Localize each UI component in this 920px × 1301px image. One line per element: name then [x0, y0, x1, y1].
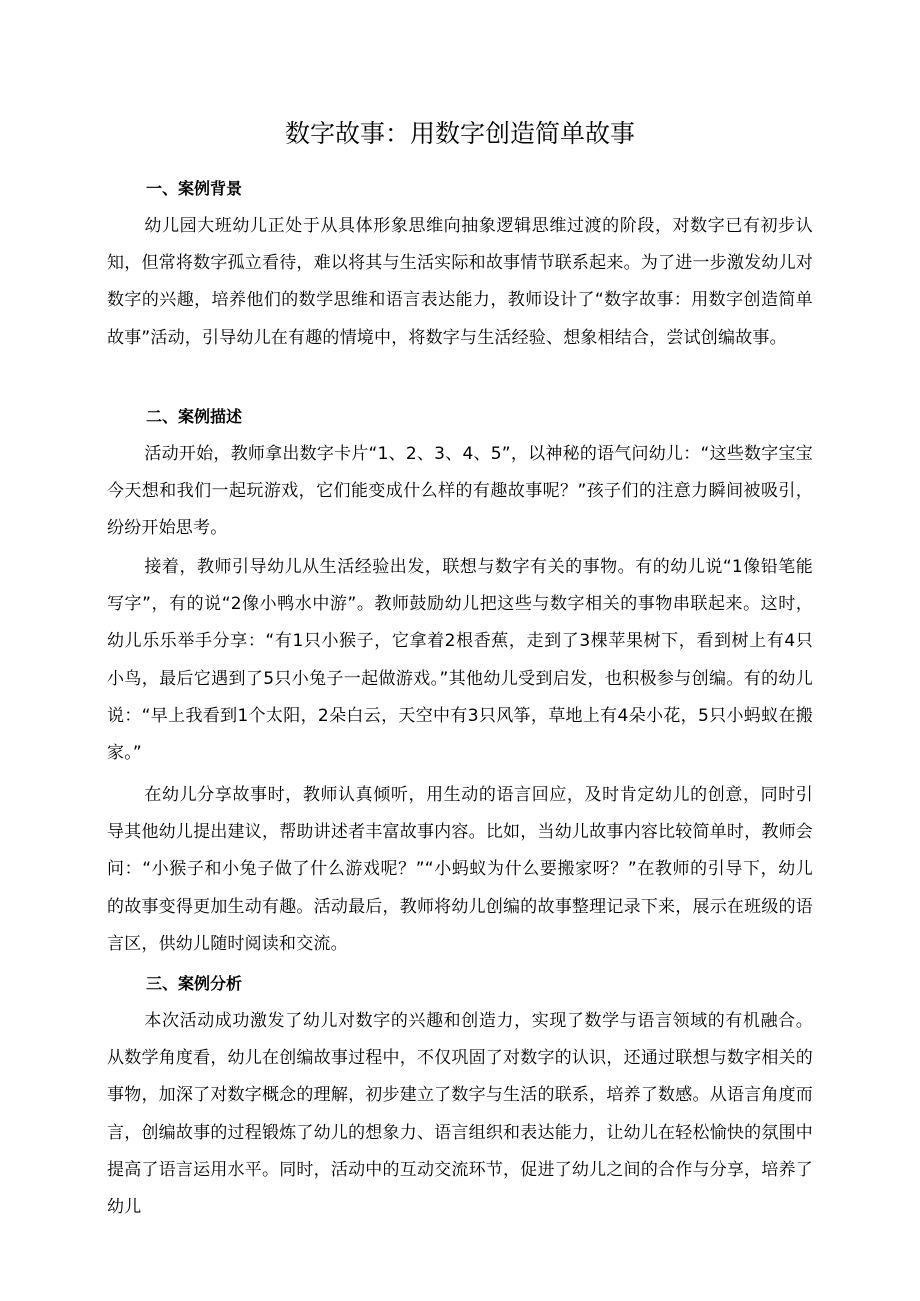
- paragraph-description-1: 活动开始，教师拿出数字卡片“1、2、3、4、5”，以神秘的语气问幼儿：“这些数字宝宝今天想和我们一起玩游戏，它们能变成什么样的有趣故事呢？”孩子们的注意力瞬间被吸引，纷纷开始思考。: [107, 444, 813, 539]
- paragraph-description-2: 接着，教师引导幼儿从生活经验出发，联想与数字有关的事物。有的幼儿说“1像铅笔能写字”，有的说“2像小鸭水中游”。教师鼓励幼儿把这些与数字相关的事物串联起来。这时，幼儿乐乐举手分享：“有1只小猴子，它拿着2根香蕉，走到了3棵苹果树下，看到树上有4只小鸟，最后它遇到了5只小兔子一起做游戏。”其他幼儿受到启发，也积极参与创编。有的幼儿说：“早上我看到1个太阳，2朵白云，天空中有3只风筝，草地上有4朵小花，5只小蚂蚁在搬家。”: [107, 557, 813, 764]
- section-heading-description: 二、案例描述: [146, 407, 243, 426]
- paragraph-background: 幼儿园大班幼儿正处于从具体形象思维向抽象逻辑思维过渡的阶段，对数字已有初步认知，但常将数字孤立看待，难以将其与生活实际和故事情节联系起来。为了进一步激发幼儿对数字的兴趣，培养他们的数学思维和语言表达能力，教师设计了“数字故事：用数字创造简单故事”活动，引导幼儿在有趣的情境中，将数字与生活经验、想象相结合，尝试创编故事。: [107, 216, 813, 348]
- paragraph-description-3: 在幼儿分享故事时，教师认真倾听，用生动的语言回应，及时肯定幼儿的创意，同时引导其他幼儿提出建议，帮助讲述者丰富故事内容。比如，当幼儿故事内容比较简单时，教师会问：“小猴子和小兔子做了什么游戏呢？”“小蚂蚁为什么要搬家呀？”在教师的引导下，幼儿的故事变得更加生动有趣。活动最后，教师将幼儿创编的故事整理记录下来，展示在班级的语言区，供幼儿随时阅读和交流。: [107, 785, 813, 954]
- paragraph-analysis: 本次活动成功激发了幼儿对数字的兴趣和创造力，实现了数学与语言领域的有机融合。从数学角度看，幼儿在创编故事过程中，不仅巩固了对数字的认识，还通过联想与数字相关的事物，加深了对数字概念的理解，初步建立了数字与生活的联系，培养了数感。从语言角度而言，创编故事的过程锻炼了幼儿的想象力、语言组织和表达能力，让幼儿在轻松愉快的氛围中提高了语言运用水平。同时，活动中的互动交流环节，促进了幼儿之间的合作与分享，培养了幼儿: [107, 1011, 813, 1218]
- section-heading-analysis: 三、案例分析: [146, 974, 243, 993]
- document-title: 数字故事：用数字创造简单故事: [284, 119, 635, 148]
- section-heading-background: 一、案例背景: [146, 179, 243, 198]
